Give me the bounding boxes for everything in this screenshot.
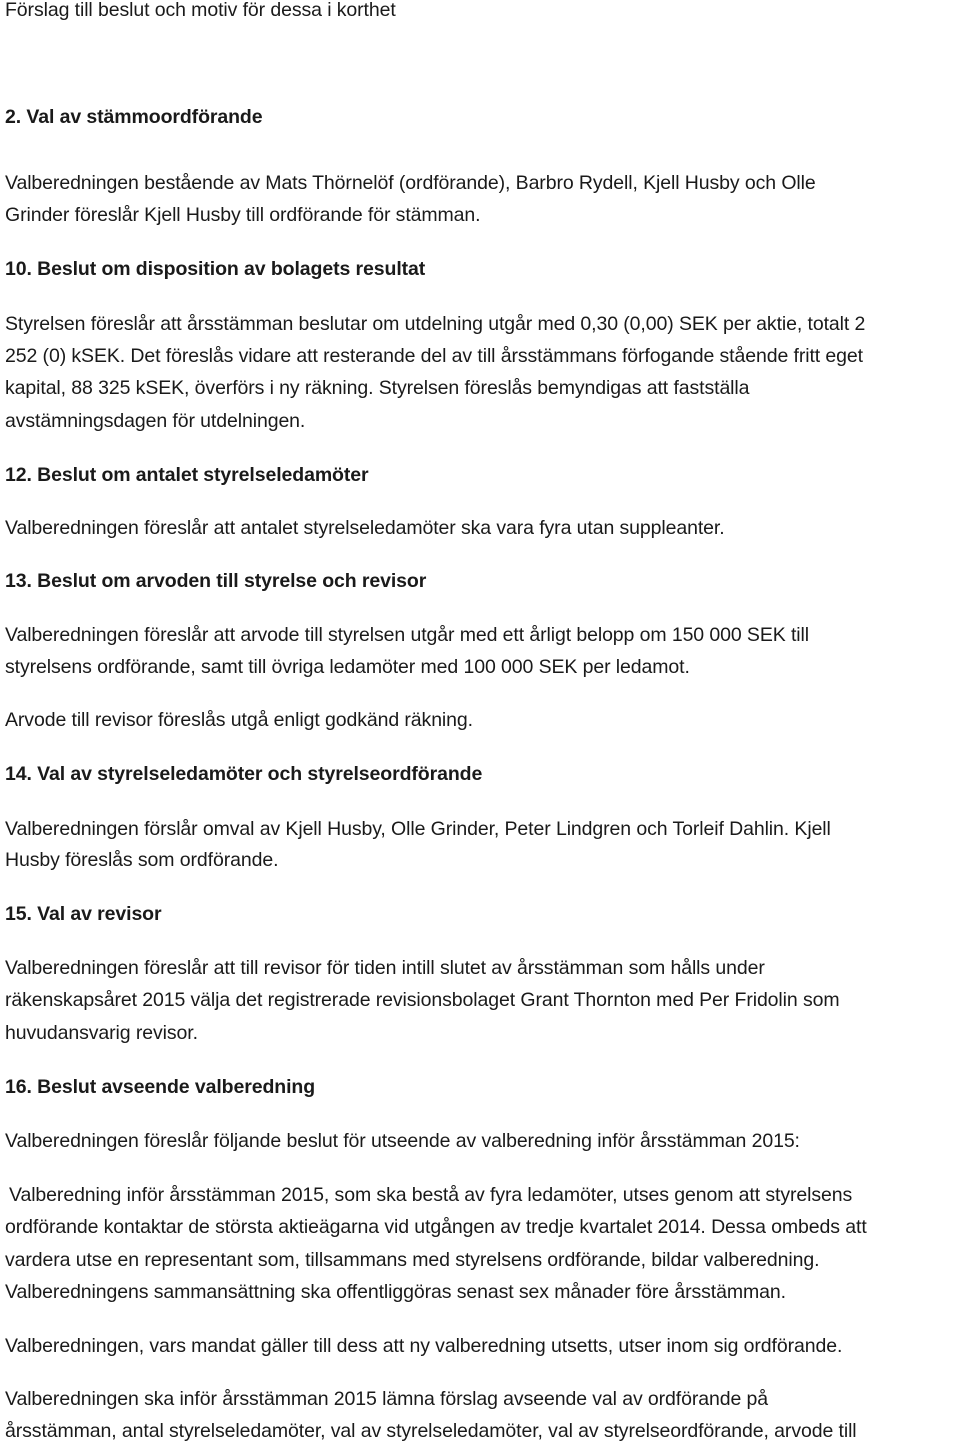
paragraph-line: Valberedningen föreslår följande beslut för utseende av valberedning inför årsstämman 2015: [5, 1130, 800, 1152]
heading-2: 2. Val av stämmoordförande [5, 106, 263, 128]
paragraph-line: Valberedning inför årsstämman 2015, som ska bestå av fyra ledamöter, utses genom att styrelsens [9, 1184, 853, 1206]
paragraph-line: Valberedningen bestående av Mats Thörnelöf (ordförande), Barbro Rydell, Kjell Husby och Olle [5, 172, 816, 194]
paragraph-line: Husby föreslås som ordförande. [5, 849, 279, 871]
heading-13: 13. Beslut om arvoden till styrelse och revisor [5, 570, 427, 592]
paragraph-line: Valberedningen föreslår att arvode till styrelsen utgår med ett årligt belopp om 150 000 SEK till [5, 624, 809, 646]
paragraph-line: Valberedningens sammansättning ska offentliggöras senast sex månader före årsstämman. [5, 1281, 786, 1303]
paragraph-line: vardera utse en representant som, tillsammans med styrelsens ordförande, bildar valberedning. [5, 1249, 820, 1271]
paragraph-line: avstämningsdagen för utdelningen. [5, 410, 306, 432]
paragraph-line: Valberedningen förslår omval av Kjell Husby, Olle Grinder, Peter Lindgren och Torleif Dahlin. Kjell [5, 818, 831, 840]
paragraph-line: huvudansvarig revisor. [5, 1022, 198, 1044]
paragraph-line: Valberedningen, vars mandat gäller till dess att ny valberedning utsetts, utser inom sig ordförande. [5, 1335, 843, 1357]
page-title: Förslag till beslut och motiv för dessa i korthet [5, 0, 396, 21]
heading-16: 16. Beslut avseende valberedning [5, 1076, 316, 1098]
paragraph-line: styrelsens ordförande, samt till övriga ledamöter med 100 000 SEK per ledamot. [5, 656, 690, 678]
paragraph-line: Valberedningen föreslår att antalet styrelseledamöter ska vara fyra utan suppleanter. [5, 517, 725, 539]
heading-10: 10. Beslut om disposition av bolagets resultat [5, 258, 426, 280]
heading-14: 14. Val av styrelseledamöter och styrelseordförande [5, 763, 483, 785]
paragraph-line: Valberedningen föreslår att till revisor för tiden intill slutet av årsstämman som hålls under [5, 957, 765, 979]
paragraph-line: årsstämman, antal styrelseledamöter, val av styrelseledamöter, val av styrelseordförande, arvode till [5, 1420, 857, 1442]
paragraph-line: Grinder föreslår Kjell Husby till ordförande för stämman. [5, 204, 481, 226]
paragraph-line: Arvode till revisor föreslås utgå enligt godkänd räkning. [5, 709, 473, 731]
paragraph-line: 252 (0) kSEK. Det föreslås vidare att resterande del av till årsstämmans förfogande stående fritt eget [5, 345, 863, 367]
paragraph-line: ordförande kontaktar de största aktieägarna vid utgången av tredje kvartalet 2014. Dessa ombeds att [5, 1216, 867, 1238]
paragraph-line: Styrelsen föreslår att årsstämman beslutar om utdelning utgår med 0,30 (0,00) SEK per aktie, totalt 2 [5, 313, 866, 335]
heading-15: 15. Val av revisor [5, 903, 162, 925]
paragraph-line: räkenskapsåret 2015 välja det registrerade revisionsbolaget Grant Thornton med Per Fridolin som [5, 989, 840, 1011]
paragraph-line: Valberedningen ska inför årsstämman 2015 lämna förslag avseende val av ordförande på [5, 1388, 769, 1410]
heading-12: 12. Beslut om antalet styrelseledamöter [5, 464, 369, 486]
paragraph-line: kapital, 88 325 kSEK, överförs i ny räkning. Styrelsen föreslås bemyndigas att fastställa [5, 377, 750, 399]
